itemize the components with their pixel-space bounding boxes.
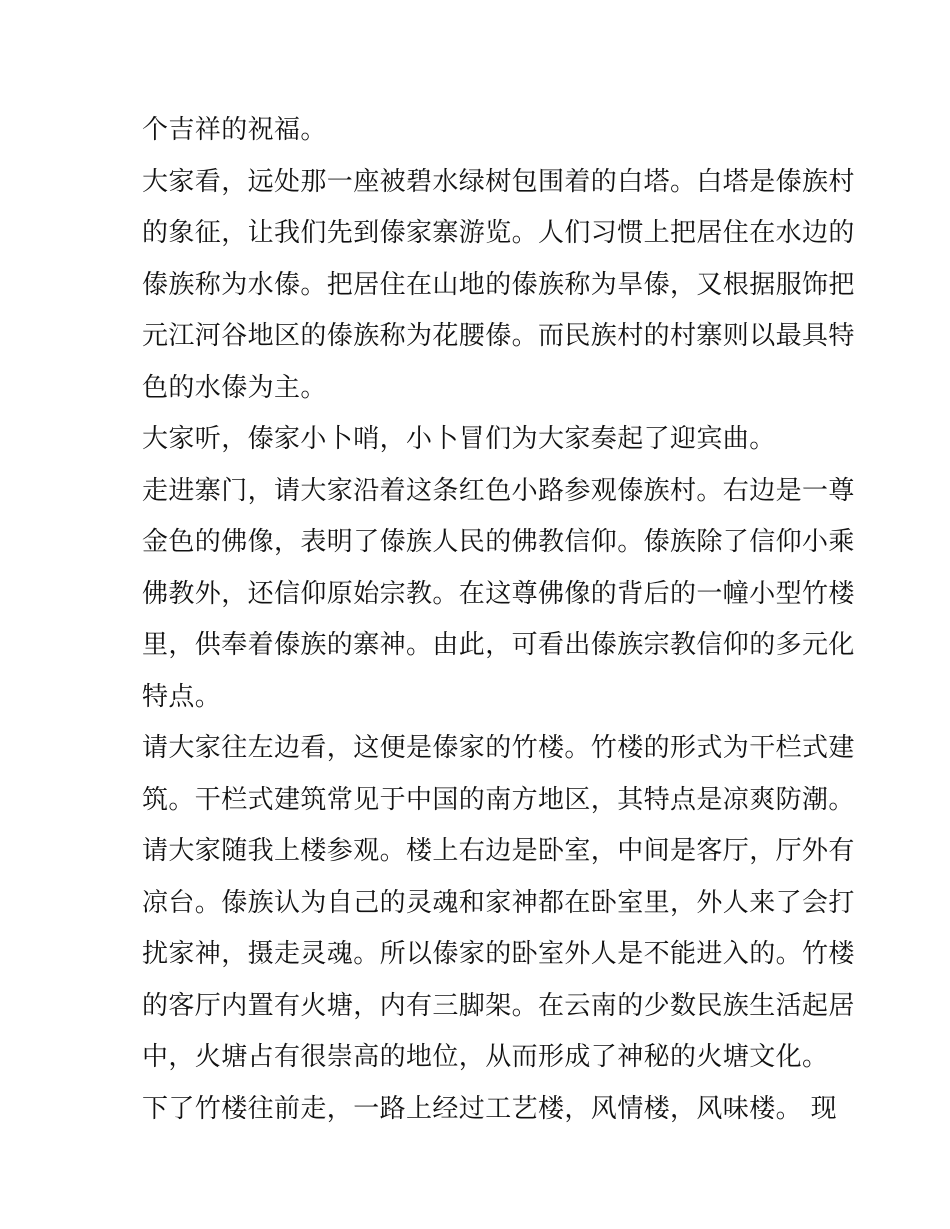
text-line: 扰家神，摄走灵魂。所以傣家的卧室外人是不能进入的。竹楼 bbox=[142, 939, 855, 969]
text-line: 走进寨门，请大家沿着这条红色小路参观傣族村。右边是一尊 bbox=[142, 475, 855, 506]
text-line: 请大家往左边看，这便是傣家的竹楼。竹楼的形式为干栏式建 bbox=[142, 733, 855, 763]
text-line: 傣族称为水傣。把居住在山地的傣族称为旱傣，又根据服饰把 bbox=[142, 269, 855, 300]
text-line: 个吉祥的祝福。 bbox=[142, 115, 327, 145]
text-line: 凉台。傣族认为自己的灵魂和家神都在卧室里，外人来了会打 bbox=[142, 887, 855, 918]
text-line: 佛教外，还信仰原始宗教。在这尊佛像的背后的一幢小型竹楼 bbox=[142, 578, 855, 609]
text-line: 下了竹楼往前走，一路上经过工艺楼，风情楼，风味楼。 现 bbox=[142, 1093, 838, 1124]
text-line: 里，供奉着傣族的寨神。由此，可看出傣族宗教信仰的多元化 bbox=[142, 630, 855, 660]
text-line: 中，火塘占有很崇高的地位，从而形成了神秘的火塘文化。 bbox=[142, 1042, 829, 1072]
text-line: 筑。干栏式建筑常见于中国的南方地区，其特点是凉爽防潮。 bbox=[142, 784, 855, 815]
text-line: 的象征，让我们先到傣家寨游览。人们习惯上把居住在水边的 bbox=[142, 218, 855, 248]
text-line: 的客厅内置有火塘，内有三脚架。在云南的少数民族生活起居 bbox=[142, 990, 855, 1021]
text-line: 色的水傣为主。 bbox=[142, 372, 327, 403]
text-line: 元江河谷地区的傣族称为花腰傣。而民族村的村寨则以最具特 bbox=[142, 321, 855, 351]
text-line: 大家看，远处那一座被碧水绿树包围着的白塔。白塔是傣族村 bbox=[142, 166, 855, 197]
body-text bbox=[142, 110, 855, 1140]
text-line: 大家听，傣家小卜哨，小卜冒们为大家奏起了迎宾曲。 bbox=[142, 424, 776, 454]
text-line: 金色的佛像，表明了傣族人民的佛教信仰。傣族除了信仰小乘 bbox=[142, 527, 855, 557]
text-line: 特点。 bbox=[142, 681, 222, 712]
text-line: 请大家随我上楼参观。楼上右边是卧室，中间是客厅，厅外有 bbox=[142, 836, 855, 866]
